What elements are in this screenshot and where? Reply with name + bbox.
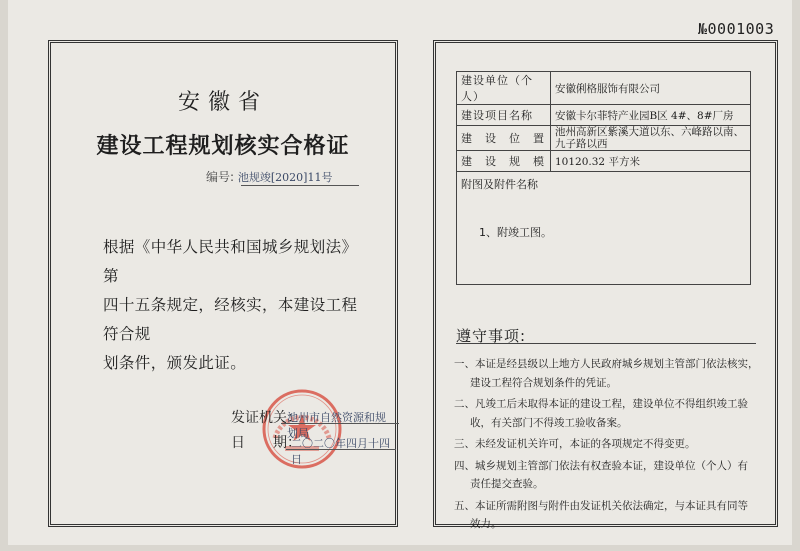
- body-line-3: 划条件，颁发此证。: [103, 354, 247, 372]
- date-underline: [286, 449, 396, 450]
- attachments-label: 附图及附件名称: [461, 178, 538, 191]
- certificate-details-panel: [433, 40, 778, 530]
- note-5-line-2: 效力。: [470, 518, 502, 530]
- notes-list: [454, 355, 764, 537]
- issuer-label: 发证机关：: [231, 410, 301, 426]
- note-1-line-1: 一、本证是经县级以上地方人民政府城乡规划主管部门依法核实，: [454, 358, 759, 370]
- serial-number: №0001003: [698, 20, 775, 38]
- number-value: 池规竣[2020]11号: [237, 171, 333, 184]
- attachments-item: 1、附竣工图。: [479, 226, 552, 239]
- row-key-builder: 建设单位（个人）: [457, 72, 551, 105]
- notes-underline: [456, 343, 756, 344]
- row-value-project: 安徽卡尔菲特产业园B区 4#、8#厂房: [551, 105, 751, 126]
- certificate-front-panel: [48, 40, 398, 527]
- attachments-cell: [457, 172, 751, 285]
- issuer-value: 池州市自然资源和规划局: [287, 411, 386, 440]
- notes-title: 遵守事项:: [456, 327, 527, 345]
- number-label: 编号:: [206, 170, 235, 184]
- date-value: 二〇二〇年四月十四日: [291, 437, 390, 466]
- note-1-line-2: 建设工程符合规划条件的凭证。: [470, 376, 617, 389]
- issuer-underline: [281, 423, 399, 424]
- body-line-1: 根据《中华人民共和国城乡规划法》第: [103, 238, 358, 285]
- project-info-table: [456, 71, 751, 285]
- row-value-builder: 安徽俐格服饰有限公司: [551, 72, 751, 105]
- certificate-body: [103, 233, 358, 378]
- row-key-scale: 建 设 规 模: [457, 151, 551, 172]
- list-item: [454, 355, 764, 392]
- note-3-line-1: 三、未经发证机关许可，本证的各项规定不得变更。: [454, 438, 696, 450]
- certificate-title: 建设工程规划核实合格证: [96, 134, 350, 159]
- table-row: [457, 105, 751, 126]
- certificate-number: [206, 168, 332, 185]
- list-item: [454, 497, 764, 534]
- note-2-line-1: 二、凡竣工后未取得本证的建设工程，建设单位不得组织竣工验: [454, 398, 748, 410]
- table-row: [457, 126, 751, 151]
- table-row: [457, 172, 751, 285]
- table-row: [457, 72, 751, 105]
- note-4-line-2: 责任提交查验。: [470, 478, 544, 490]
- row-value-scale: 10120.32 平方米: [551, 151, 751, 172]
- note-2-line-2: 收，有关部门不得竣工验收备案。: [470, 416, 628, 429]
- list-item: [454, 395, 764, 432]
- table-row: [457, 151, 751, 172]
- row-value-location: 池州高新区紫溪大道以东、六峰路以南、九子路以西: [551, 126, 751, 151]
- list-item: [454, 435, 764, 454]
- certificate-sheet: [8, 0, 792, 545]
- number-underline: [241, 185, 359, 186]
- list-item: [454, 457, 764, 494]
- row-key-location: 建 设 位 置: [457, 126, 551, 151]
- body-line-2: 四十五条规定，经核实，本建设工程符合规: [103, 296, 358, 343]
- province-heading: 安徽省: [177, 90, 268, 115]
- date-label: 日 期：: [231, 435, 301, 451]
- row-key-project: 建设项目名称: [457, 105, 551, 126]
- note-5-line-1: 五、本证所需附图与附件由发证机关依法确定，与本证具有同等: [454, 499, 748, 512]
- note-4-line-1: 四、城乡规划主管部门依法有权查验本证，建设单位（个人）有: [454, 459, 748, 472]
